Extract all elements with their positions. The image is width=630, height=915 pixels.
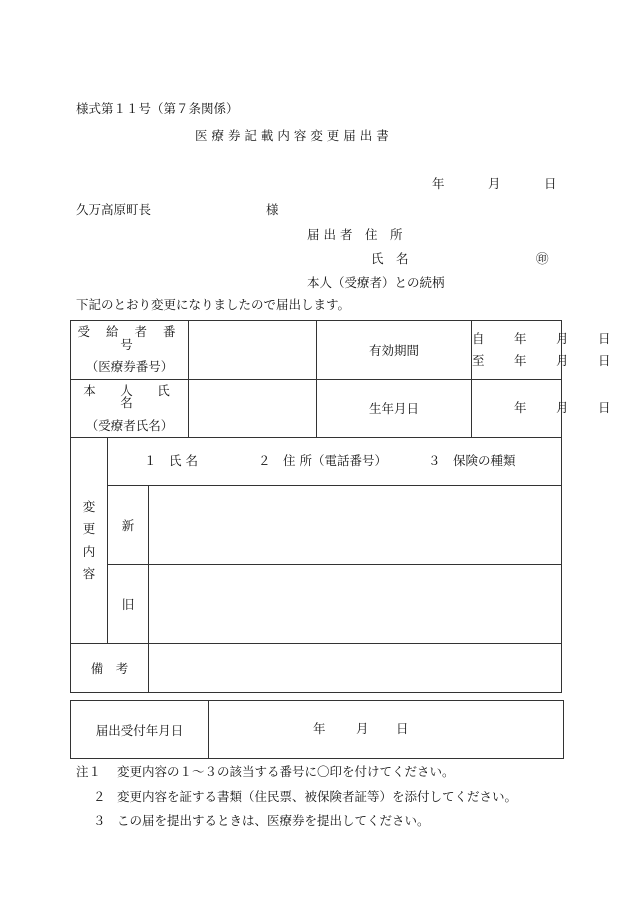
note-2-text: 変更内容を証する書類（住民票、被保険者証等）を添付してください。 [117, 789, 518, 804]
birth-year: 年 [514, 400, 527, 416]
note-3-no: ３ [93, 813, 106, 828]
note-1-no: 注１ [76, 764, 102, 779]
person-name-label: 本 人 氏 名 [83, 382, 195, 410]
note-2-no: ２ [93, 789, 106, 804]
applicant-name-label: 氏 名 [371, 251, 409, 266]
validity-to-month: 月 [556, 352, 569, 368]
validity-label: 有効期間 [317, 321, 472, 380]
addressee-honorific: 様 [266, 202, 279, 217]
remarks-input[interactable] [149, 644, 562, 693]
receipt-date-cell[interactable] [209, 701, 564, 759]
new-content-input[interactable] [149, 486, 562, 565]
seal-mark: ㊞ [536, 251, 549, 266]
date-day-label: 日 [544, 176, 557, 191]
date-year-label: 年 [432, 176, 445, 191]
receipt-year: 年 [313, 721, 326, 736]
recipient-no-label-cell [71, 321, 189, 380]
note-1-text: 変更内容の１～３の該当する番号に〇印を付けてください。 [117, 764, 455, 779]
recipient-no-sub: （医療券番号） [85, 359, 174, 374]
new-label: 新 [108, 486, 149, 565]
remarks-label: 備 考 [71, 644, 149, 693]
change-char-2: 更 [82, 521, 96, 536]
validity-from-year: 年 [514, 330, 527, 346]
relation-label: 本人（受療者）との続柄 [307, 275, 445, 290]
birth-month: 月 [556, 400, 569, 416]
validity-from: 自 [472, 330, 485, 346]
receipt-month: 月 [356, 721, 369, 736]
validity-from-month: 月 [556, 330, 569, 346]
birth-label: 生年月日 [317, 379, 472, 438]
intro-text: 下記のとおり変更になりましたので届出します。 [76, 297, 351, 312]
receipt-day: 日 [396, 721, 409, 736]
main-form-table [70, 320, 611, 693]
receipt-table [70, 700, 564, 759]
validity-to: 至 [472, 352, 485, 368]
receipt-label: 届出受付年月日 [71, 701, 209, 759]
change-content-label [71, 438, 108, 644]
recipient-no-label: 受 給 者 番 号 [77, 324, 182, 352]
applicant-address-label: 届 出 者 住 所 [307, 227, 403, 242]
option-insurance[interactable]: ３ 保険の種類 [428, 453, 516, 468]
validity-dates-cell[interactable] [472, 321, 611, 380]
recipient-no-input[interactable] [189, 321, 317, 380]
person-name-input[interactable] [189, 379, 317, 438]
option-address[interactable]: ２ 住 所（電話番号） [258, 453, 387, 468]
change-char-4: 容 [82, 566, 96, 581]
change-options-row [108, 438, 562, 486]
person-name-label-cell [71, 379, 195, 438]
person-name-sub: （受療者氏名） [85, 417, 174, 433]
validity-to-year: 年 [514, 352, 527, 368]
form-title: 医 療 券 記 載 内 容 変 更 届 出 書 [195, 128, 389, 143]
validity-from-day: 日 [598, 330, 611, 346]
form-number: 様式第１１号（第７条関係） [76, 101, 239, 116]
date-month-label: 月 [488, 176, 501, 191]
option-name[interactable]: １ 氏 名 [144, 453, 198, 468]
change-char-1: 変 [82, 498, 96, 514]
birth-date-cell[interactable] [472, 379, 611, 438]
note-3-text: この届を提出するときは、医療券を提出してください。 [117, 813, 430, 828]
birth-day: 日 [598, 400, 611, 416]
change-char-3: 内 [82, 543, 96, 559]
old-content-input[interactable] [149, 565, 562, 644]
old-label: 旧 [108, 565, 149, 644]
addressee-name: 久万高原町長 [76, 202, 152, 217]
validity-to-day: 日 [598, 352, 611, 368]
